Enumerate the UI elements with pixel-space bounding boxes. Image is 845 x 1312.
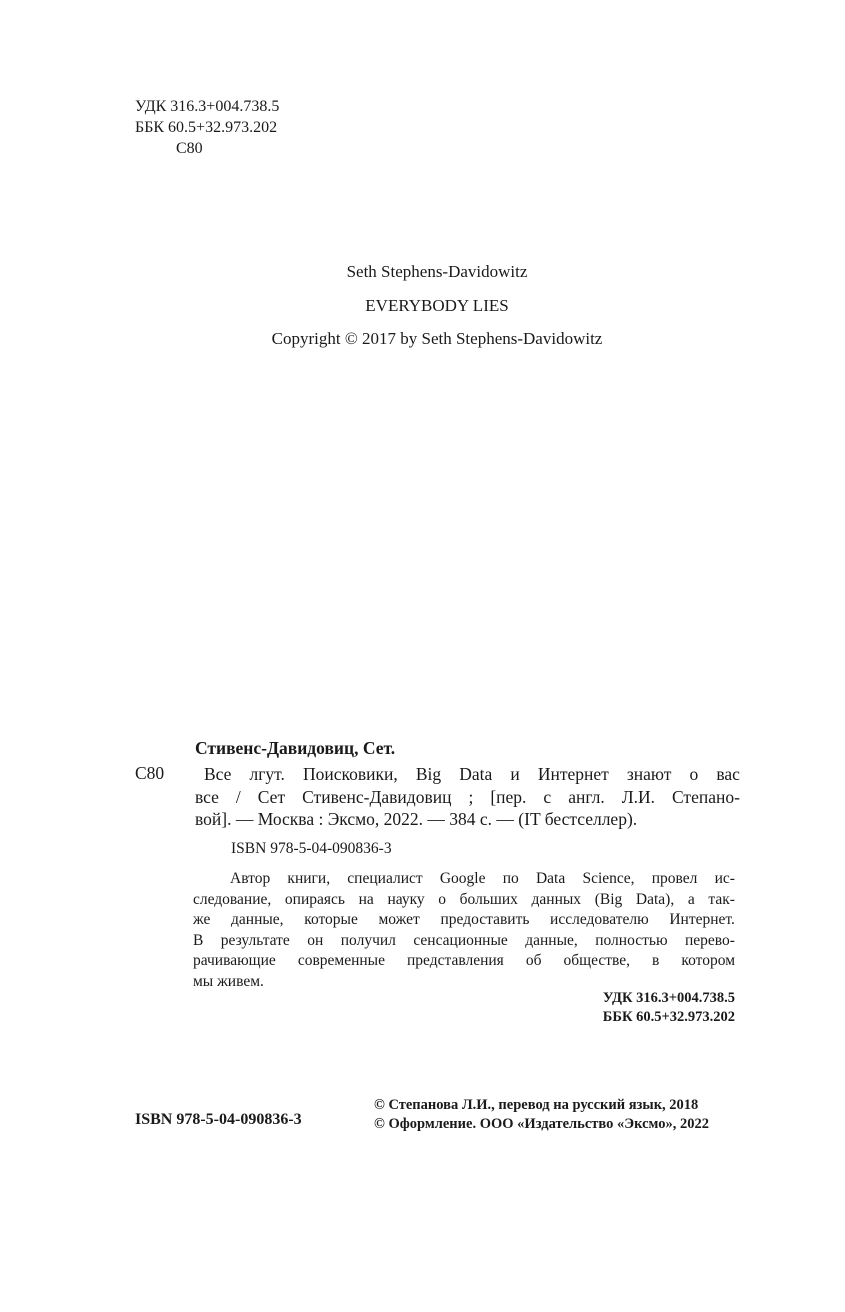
catalog-line: вой]. — Москва : Эксмо, 2022. — 384 с. — (IT бестселлер). [195, 809, 638, 829]
annotation-line: следование, опираясь на науку о больших данных (Big Data), а так- [193, 890, 735, 908]
udk-code: УДК 316.3+004.738.5 [602, 990, 735, 1006]
catalog-isbn: ISBN 978-5-04-090836-3 [231, 840, 392, 857]
original-author: Seth Stephens-Davidowitz [346, 262, 528, 281]
catalog-description [195, 763, 740, 831]
annotation-line: рачивающие современные представления об обществе, в котором [193, 952, 735, 969]
bbk-code: ББК 60.5+32.973.202 [602, 1008, 735, 1025]
catalog-author-mark: С80 [135, 763, 165, 783]
original-copyright: Copyright © 2017 by Seth Stephens-Davidowitz [271, 329, 603, 348]
design-copyright: © Оформление. ООО «Издательство «Эксмо», 2022 [374, 1115, 709, 1132]
annotation [193, 869, 735, 992]
annotation-line: В результате он получил сенсационные данные, полностью перево- [193, 931, 735, 949]
catalog-line: Все лгут. Поисковики, Big Data и Интернет знают о вас [204, 764, 740, 784]
copyright-notices [374, 1096, 709, 1133]
annotation-line: Автор книги, специалист Google по Data Science, провел ис- [230, 870, 735, 887]
translation-copyright: © Степанова Л.И., перевод на русский язык, 2018 [374, 1097, 699, 1113]
author-mark: С80 [176, 140, 203, 157]
catalog-line: все / Сет Стивенс-Давидовиц ; [пер. с англ. Л.И. Степано- [195, 786, 740, 807]
udk-code: УДК 316.3+004.738.5 [135, 98, 280, 115]
catalog-author-heading: Стивенс-Давидовиц, Сет. [195, 738, 396, 758]
annotation-line: же данные, которые может предоставить исследователю Интернет. [193, 911, 735, 928]
annotation-line: мы живем. [193, 972, 264, 990]
footer-isbn: ISBN 978-5-04-090836-3 [135, 1111, 302, 1128]
original-title: EVERYBODY LIES [365, 296, 509, 315]
classification-codes-bottom [555, 989, 735, 1026]
bbk-code: ББК 60.5+32.973.202 [135, 119, 278, 136]
classification-codes-top [135, 96, 279, 159]
